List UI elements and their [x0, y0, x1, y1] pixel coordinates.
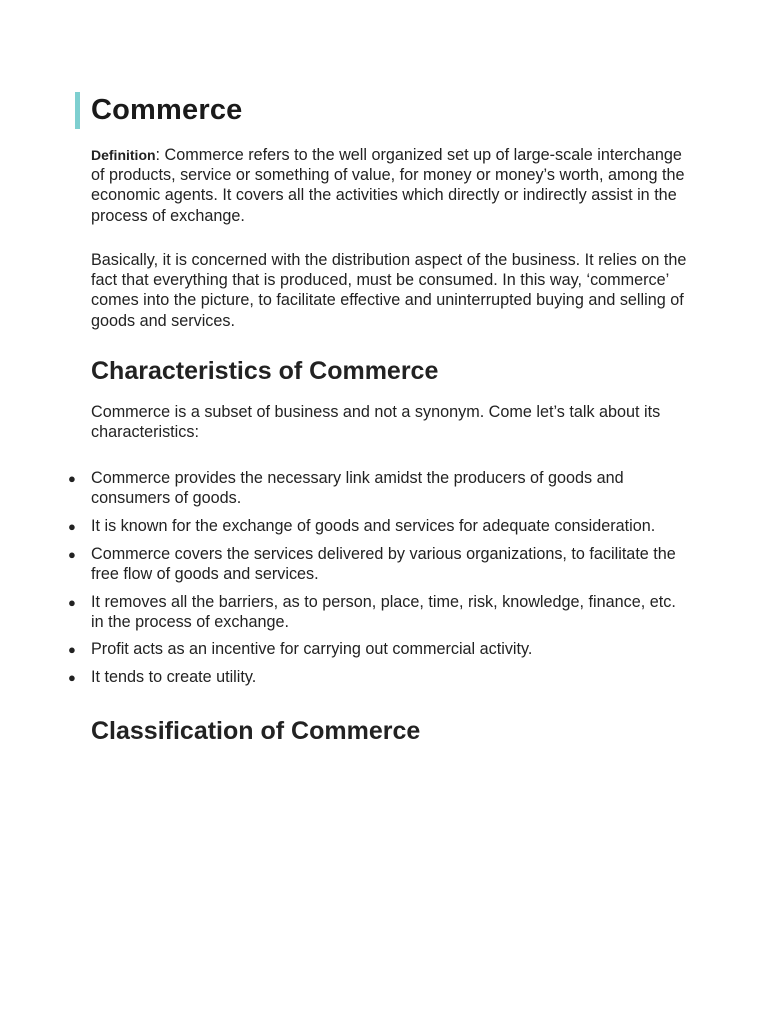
definition-paragraph [91, 145, 691, 226]
distribution-paragraph: Basically, it is concerned with the distribution aspect of the business. It relies on the fact that everything that is produced, must be consumed. In this way, ‘commerce’ comes into the picture, to facilitate effective and uninterrupted buying and selling of goods and services. [91, 251, 687, 330]
list-item [0, 592, 691, 632]
list-item [0, 667, 691, 687]
bullet-icon: ● [68, 670, 76, 686]
definition-label: Definition [91, 147, 156, 163]
list-item [0, 639, 691, 659]
list-item [0, 468, 691, 508]
definition-text: : Commerce refers to the well organized set up of large-scale interchange of products, service or something of value, for money or money’s worth, among the economic agents. It covers all the activities which directly or indirectly assist in the process of exchange. [91, 146, 685, 225]
bullet-icon: ● [68, 518, 76, 534]
list-item [0, 516, 691, 536]
bullet-icon: ● [68, 546, 76, 562]
bullet-icon: ● [68, 471, 76, 486]
list-item-text: It removes all the barriers, as to person, place, time, risk, knowledge, finance, etc. in the process of exchange. [91, 592, 676, 631]
list-item-text: It tends to create utility. [91, 668, 257, 687]
bullet-icon: ● [68, 642, 76, 658]
characteristics-list [0, 468, 768, 695]
characteristics-intro: Commerce is a subset of business and not a synonym. Come let’s talk about its characteristics: [91, 403, 661, 442]
list-item [0, 544, 691, 584]
list-item-text: It is known for the exchange of goods and services for adequate consideration. [91, 516, 656, 535]
classification-heading: Classification of Commerce [91, 717, 421, 745]
title-block [75, 92, 243, 129]
page-title: Commerce [91, 94, 243, 126]
characteristics-heading: Characteristics of Commerce [91, 357, 439, 385]
list-item-text: Commerce covers the services delivered by various organizations, to facilitate the free flow of goods and services. [91, 544, 676, 583]
bullet-icon: ● [68, 594, 76, 610]
list-item-text: Profit acts as an incentive for carrying out commercial activity. [91, 640, 533, 659]
list-item-text: Commerce provides the necessary link amidst the producers of goods and consumers of goods. [91, 469, 624, 508]
title-accent-bar [75, 92, 80, 129]
